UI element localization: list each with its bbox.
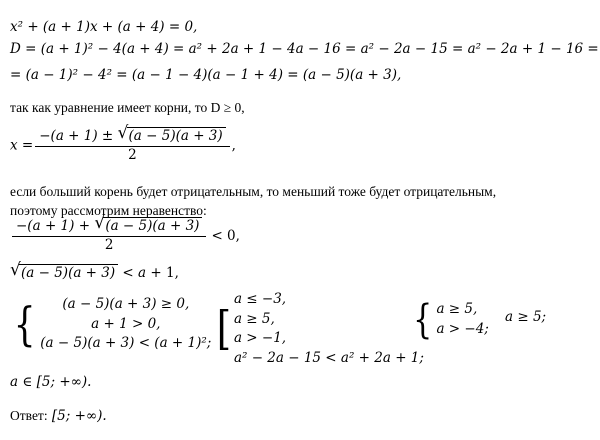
- root-formula-denominator: 2: [128, 146, 137, 163]
- text-line-negative-root-a: [10, 184, 496, 200]
- inequality-fraction: [12, 213, 206, 253]
- root-formula-fraction: [35, 123, 229, 163]
- negative-root-text-2: поэтому рассмотрим неравенство:: [10, 203, 207, 218]
- system-2-row-3: a² − 2a − 15 < a² + 2a + 1;: [233, 349, 424, 366]
- equation-line-1: [10, 20, 197, 36]
- system-2-rows: [234, 290, 424, 368]
- text-line-roots-condition: [10, 100, 245, 116]
- system-3-row-1: a > −4;: [436, 320, 489, 337]
- system-1-brace: {: [13, 296, 36, 351]
- negative-root-text-1: если больший корень будет отрицательным, то меньший тоже будет отрицательным,: [10, 184, 497, 199]
- discriminant-expression: D = (a + 1)² − 4(a + 4) = a² + 2a + 1 − 4a − 16 = a² − 2a − 15 = a² − 2a + 1 − 16 =: [10, 41, 599, 57]
- answer-label: Ответ:: [10, 408, 48, 423]
- answer-value: [5; +∞).: [51, 408, 107, 424]
- system-3-row-0: a ≥ 5,: [436, 301, 478, 317]
- inequality-numerator: −(a + 1) + √ (a − 5)(a + 3): [12, 217, 206, 237]
- discriminant-factored: = (a − 1)² − 4² = (a − 1 − 4)(a − 1 + 4) = (a − 5)(a + 3),: [10, 67, 402, 83]
- system-1-row-2: (a − 5)(a + 3) < (a + 1)²;: [40, 335, 212, 352]
- root-formula-tail: ,: [231, 137, 236, 154]
- root-formula-numerator: −(a + 1) ± √ (a − 5)(a + 3): [35, 127, 229, 147]
- root-formula-line: [10, 123, 236, 164]
- sqrt-inequality-line: √ (a − 5)(a + 3) < a + 1,: [10, 260, 179, 281]
- system-1-rows: [40, 295, 211, 354]
- system-2-row-0: a ≤ −3,: [233, 291, 287, 307]
- answer-line: [10, 408, 107, 425]
- sqrt-inequality-expression: √ (a − 5)(a + 3): [10, 264, 118, 282]
- root-formula-lhs: x =: [10, 137, 34, 154]
- equation-quadratic: x² + (a + 1)x + (a + 4) = 0,: [10, 19, 198, 35]
- system-3-rows: [436, 300, 488, 339]
- system-1-row-0: (a − 5)(a + 3) ≥ 0,: [62, 296, 190, 312]
- equation-line-3: [10, 68, 401, 84]
- interval-expression: a ∈ [5; +∞).: [10, 374, 92, 390]
- system-result: [505, 310, 546, 326]
- system-1: [10, 295, 211, 354]
- system-2-row-1: a ≥ 5,: [233, 310, 275, 327]
- system-2-row-2: a > −1,: [233, 330, 287, 347]
- system-1-row-1: a + 1 > 0,: [91, 315, 161, 332]
- equation-line-2: [10, 42, 599, 58]
- inequality-fraction-line: [10, 213, 240, 254]
- system-result-text: a ≥ 5;: [505, 309, 547, 325]
- roots-condition-text: так как уравнение имеет корни, то D ≥ 0,: [10, 100, 245, 115]
- inequality-denominator: 2: [104, 236, 114, 253]
- inequality-tail: < 0,: [211, 227, 240, 244]
- system-2: [215, 290, 424, 368]
- system-2-bracket: [: [216, 301, 232, 356]
- system-3-brace: {: [413, 296, 433, 343]
- interval-line: [10, 375, 91, 391]
- system-3: [410, 296, 489, 343]
